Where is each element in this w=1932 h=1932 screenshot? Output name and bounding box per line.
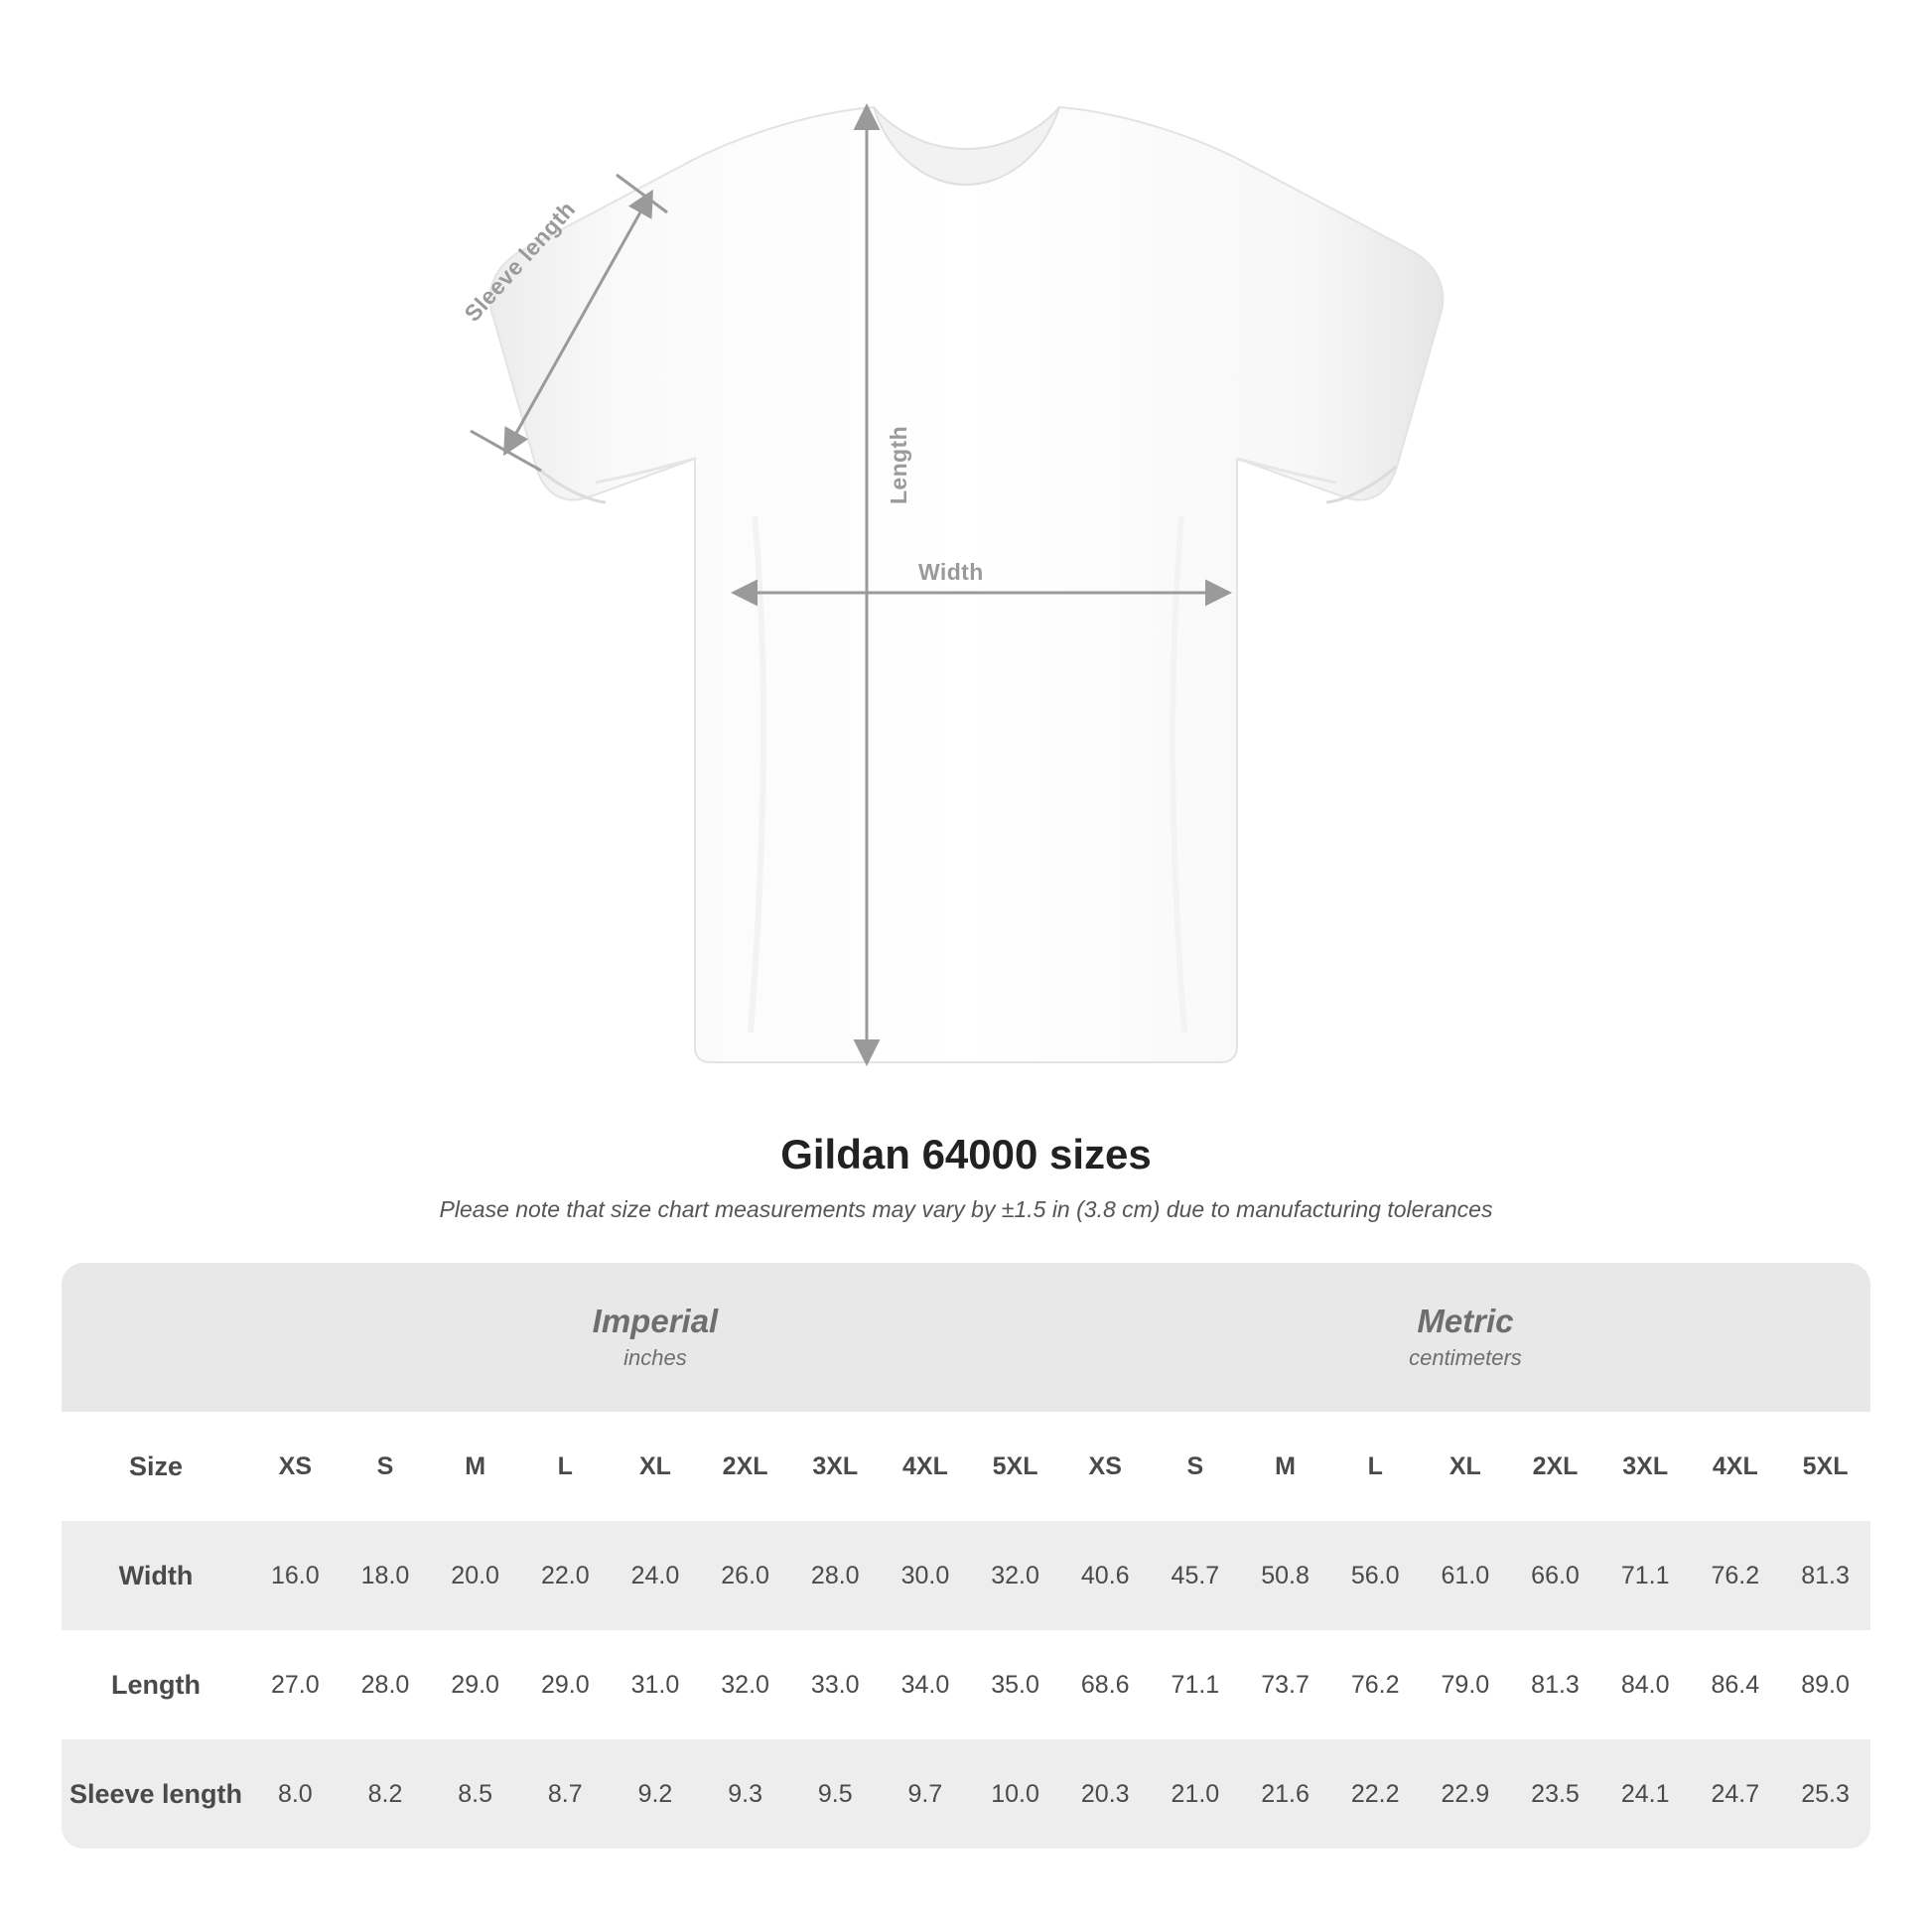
table-cell: 25.3	[1780, 1739, 1870, 1849]
unit-imperial-name: Imperial	[592, 1302, 719, 1339]
table-cell: 86.4	[1691, 1630, 1781, 1739]
table-row	[62, 1521, 1870, 1630]
table-cell: 50.8	[1240, 1521, 1330, 1630]
tolerance-note: Please note that size chart measurements may vary by ±1.5 in (3.8 cm) due to manufacturing tolerances	[439, 1196, 1493, 1222]
table-cell: 33.0	[790, 1630, 881, 1739]
unit-metric	[1060, 1263, 1870, 1412]
table-cell: 28.0	[790, 1521, 881, 1630]
size-column-header: 2XL	[1510, 1412, 1600, 1521]
size-column-header: XS	[250, 1412, 341, 1521]
table-cell: 21.6	[1240, 1739, 1330, 1849]
table-cell: 79.0	[1421, 1630, 1511, 1739]
table-cell: 84.0	[1600, 1630, 1691, 1739]
table-cell: 31.0	[611, 1630, 701, 1739]
size-column-header: 2XL	[700, 1412, 790, 1521]
table-cell: 71.1	[1600, 1521, 1691, 1630]
table-cell: 81.3	[1510, 1630, 1600, 1739]
size-column-header: S	[341, 1412, 431, 1521]
table-row	[62, 1630, 1870, 1739]
table-cell: 32.0	[700, 1630, 790, 1739]
table-cell: 29.0	[430, 1630, 520, 1739]
table-cell: 45.7	[1151, 1521, 1241, 1630]
table-cell: 20.3	[1060, 1739, 1151, 1849]
unit-imperial-sub: inches	[623, 1345, 687, 1371]
table-cell: 73.7	[1240, 1630, 1330, 1739]
table-cell: 9.3	[700, 1739, 790, 1849]
table-cell: 56.0	[1330, 1521, 1421, 1630]
size-column-header: XL	[1421, 1412, 1511, 1521]
page-title: Gildan 64000 sizes	[780, 1131, 1152, 1177]
table-cell: 26.0	[700, 1521, 790, 1630]
row-label: Length	[62, 1630, 250, 1739]
unit-row-spacer	[62, 1263, 250, 1412]
table-cell: 22.2	[1330, 1739, 1421, 1849]
table-row	[62, 1739, 1870, 1849]
size-column-header: L	[1330, 1412, 1421, 1521]
size-column-header: 3XL	[790, 1412, 881, 1521]
table-cell: 10.0	[970, 1739, 1060, 1849]
table-cell: 22.0	[520, 1521, 611, 1630]
table-cell: 24.7	[1691, 1739, 1781, 1849]
table-cell: 76.2	[1691, 1521, 1781, 1630]
size-column-header: S	[1151, 1412, 1241, 1521]
table-cell: 30.0	[881, 1521, 971, 1630]
table-cell: 24.1	[1600, 1739, 1691, 1849]
size-column-header: M	[430, 1412, 520, 1521]
table-cell: 32.0	[970, 1521, 1060, 1630]
table-cell: 28.0	[341, 1630, 431, 1739]
row-label: Sleeve length	[62, 1739, 250, 1849]
table-cell: 18.0	[341, 1521, 431, 1630]
table-cell: 61.0	[1421, 1521, 1511, 1630]
unit-metric-name: Metric	[1417, 1302, 1514, 1339]
sleeve-length-label: Sleeve length	[459, 196, 581, 327]
table-cell: 8.7	[520, 1739, 611, 1849]
table-cell: 24.0	[611, 1521, 701, 1630]
table-cell: 8.0	[250, 1739, 341, 1849]
table-cell: 66.0	[1510, 1521, 1600, 1630]
size-column-header: XS	[1060, 1412, 1151, 1521]
size-column-header: 5XL	[1780, 1412, 1870, 1521]
table-cell: 9.5	[790, 1739, 881, 1849]
size-column-header: XL	[611, 1412, 701, 1521]
table-cell: 9.7	[881, 1739, 971, 1849]
size-header-label: Size	[62, 1412, 250, 1521]
size-column-header: 5XL	[970, 1412, 1060, 1521]
size-column-header: 3XL	[1600, 1412, 1691, 1521]
unit-metric-sub: centimeters	[1409, 1345, 1522, 1371]
table-cell: 81.3	[1780, 1521, 1870, 1630]
table-cell: 9.2	[611, 1739, 701, 1849]
table-cell: 29.0	[520, 1630, 611, 1739]
table-cell: 21.0	[1151, 1739, 1241, 1849]
table-cell: 16.0	[250, 1521, 341, 1630]
size-column-header: M	[1240, 1412, 1330, 1521]
size-column-header: 4XL	[1691, 1412, 1781, 1521]
size-table	[62, 1263, 1870, 1849]
table-cell: 20.0	[430, 1521, 520, 1630]
table-cell: 23.5	[1510, 1739, 1600, 1849]
table-cell: 22.9	[1421, 1739, 1511, 1849]
row-label: Width	[62, 1521, 250, 1630]
table-cell: 40.6	[1060, 1521, 1151, 1630]
table-cell: 89.0	[1780, 1630, 1870, 1739]
table-cell: 8.2	[341, 1739, 431, 1849]
unit-imperial	[250, 1263, 1060, 1412]
table-cell: 35.0	[970, 1630, 1060, 1739]
size-table-container	[62, 1263, 1870, 1849]
length-label: Length	[886, 425, 912, 505]
table-cell: 8.5	[430, 1739, 520, 1849]
size-column-header: 4XL	[881, 1412, 971, 1521]
size-header-row	[62, 1412, 1870, 1521]
title-block	[0, 1131, 1932, 1223]
unit-header-row	[62, 1263, 1870, 1412]
size-column-header: L	[520, 1412, 611, 1521]
table-cell: 71.1	[1151, 1630, 1241, 1739]
table-cell: 27.0	[250, 1630, 341, 1739]
table-cell: 34.0	[881, 1630, 971, 1739]
table-cell: 76.2	[1330, 1630, 1421, 1739]
table-cell: 68.6	[1060, 1630, 1151, 1739]
width-label: Width	[918, 559, 984, 585]
